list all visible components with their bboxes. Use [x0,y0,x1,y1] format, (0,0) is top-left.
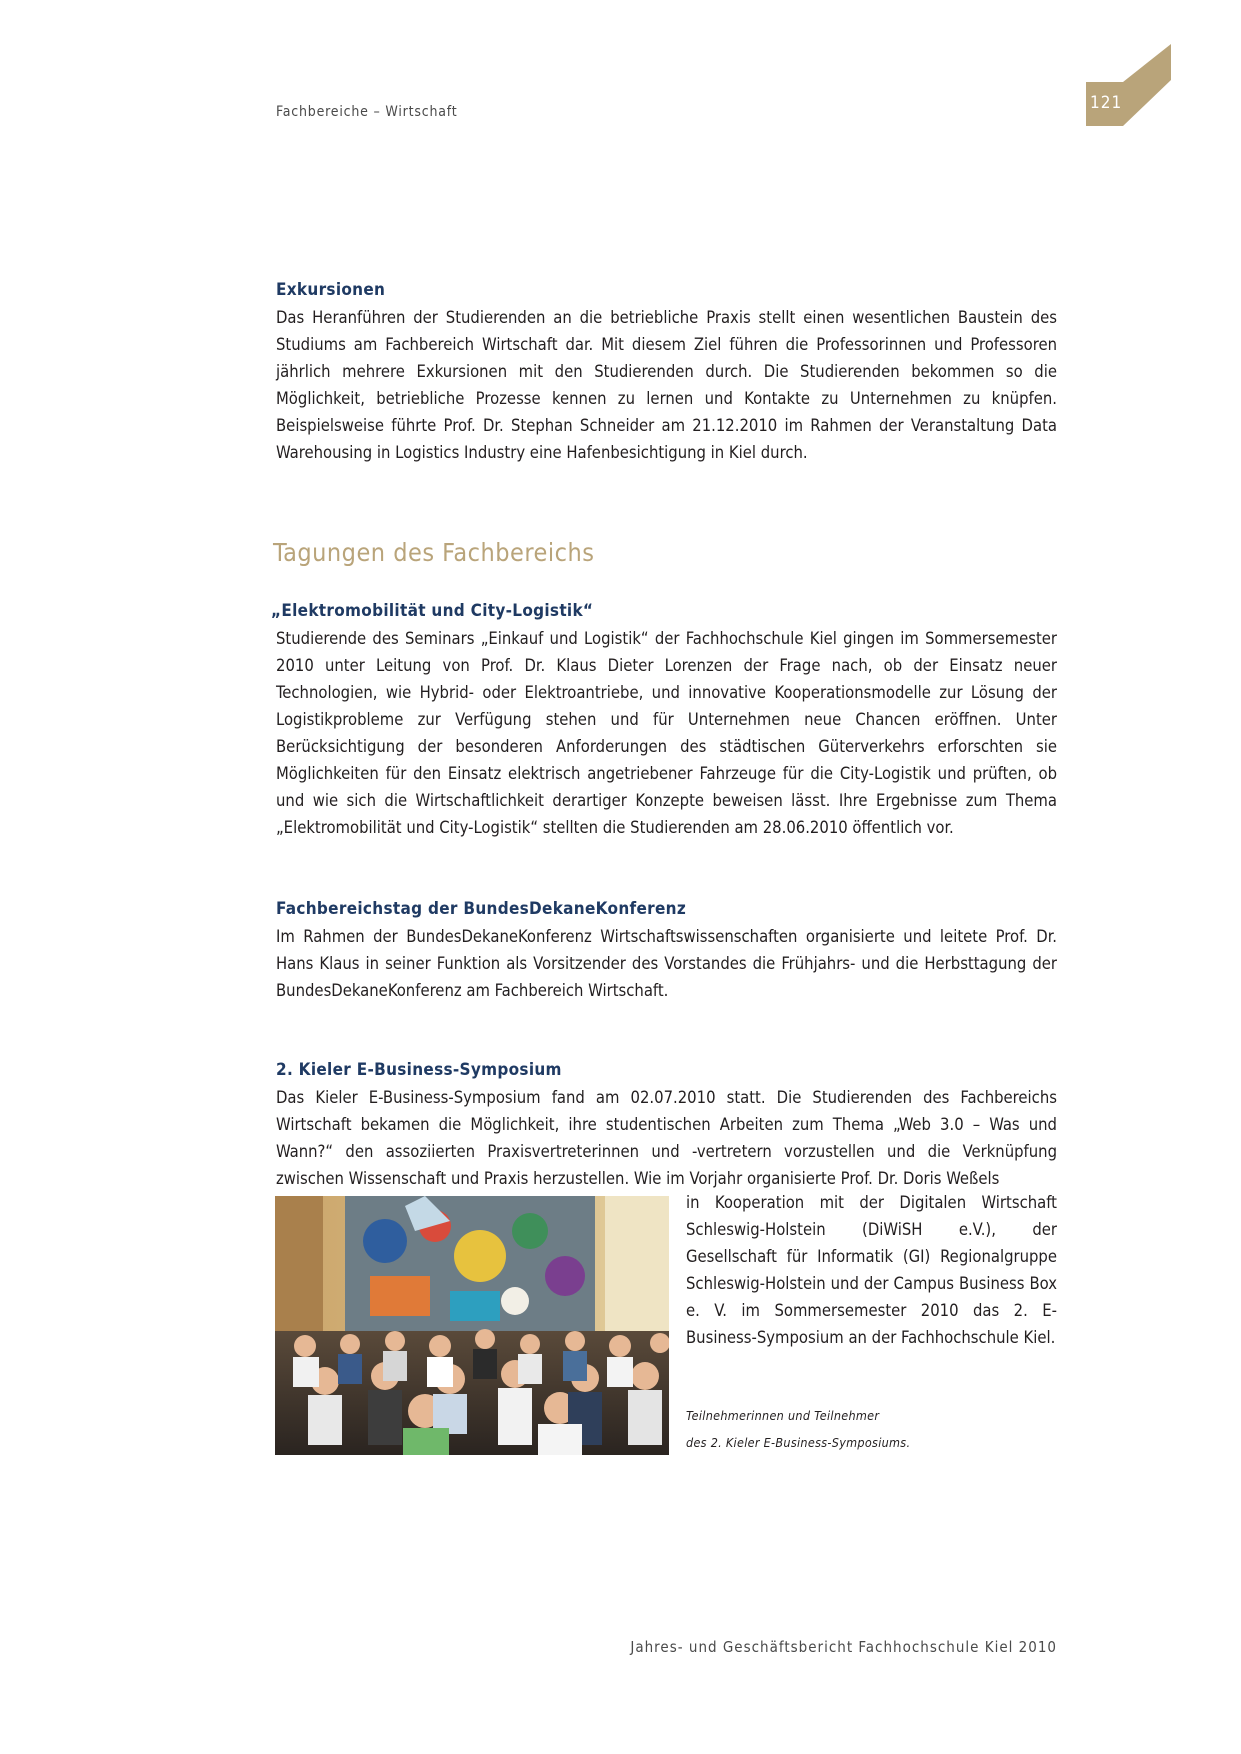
symposium-wrap-text [686,1189,1057,1351]
running-head: Fachbereiche – Wirtschaft [276,104,458,120]
section-body: Das Kieler E-Business-Symposium fand am 02.07.2010 statt. Die Studierenden des Fachbereichs Wirtschaft bekamen die Möglichkeit, ihre studentischen Arbeiten zum Thema „Web 3.0 – Was und Wann?“ den assoziierten Praxisvertreterinnen und -vertretern vorzustellen und die Verknüpfung zwischen Wissenschaft und Praxis herzustellen. Wie im Vorjahr organisierte Prof. Dr. Doris Weßels [276,1088,1057,1188]
section-exkursionen [276,277,1057,466]
photo-caption [686,1402,1057,1456]
page-corner-tab [1086,44,1171,126]
page-number: 121 [1090,93,1123,113]
caption-line: Teilnehmerinnen und Teilnehmer [686,1408,880,1423]
chapter-heading: Tagungen des Fachbereichs [273,538,595,567]
page-footer: Jahres- und Geschäftsbericht Fachhochschule Kiel 2010 [630,1638,1057,1656]
section-heading: Exkursionen [276,280,386,300]
section-body: Im Rahmen der BundesDekaneKonferenz Wirtschaftswissenschaften organisierte und leitete Prof. Dr. Hans Klaus in seiner Funktion als Vorsitzender des Vorstandes die Frühjahrs- und die Herbsttagung der BundesDekaneKonferenz am Fachbereich Wirtschaft. [276,927,1057,1000]
section-symposium [276,1057,1057,1192]
section-body: Studierende des Seminars „Einkauf und Logistik“ der Fachhochschule Kiel gingen im Sommersemester 2010 unter Leitung von Prof. Dr. Klaus Dieter Lorenzen der Frage nach, ob der Einsatz neuer Technologien, wie Hybrid- oder Elektroantriebe, und innovative Kooperationsmodelle zur Lösung der Logistikprobleme zur Verfügung stehen und für Unternehmen neue Chancen eröffnen. Unter Berücksichtigung der besonderen Anforderungen des städtischen Güterverkehrs erforschten sie Möglichkeiten für den Einsatz elektrisch angetriebener Fahrzeuge für die City-Logistik und prüften, ob und wie sich die Wirtschaftlichkeit derartiger Konzepte beweisen lässt. Ihre Ergebnisse zum Thema „Elektromobilität und City-Logistik“ stellten die Studierenden am 28.06.2010 öffentlich vor. [276,629,1057,837]
symposium-photo [275,1196,669,1455]
section-fachbereichstag [276,896,1057,1004]
caption-line: des 2. Kieler E-Business-Symposiums. [686,1435,911,1450]
section-heading: 2. Kieler E-Business-Symposium [276,1060,562,1080]
section-heading: „Elektromobilität und City-Logistik“ [271,601,594,621]
section-body-continued: in Kooperation mit der Digitalen Wirtschaft Schleswig-Holstein (DiWiSH e.V.), der Gesellschaft für Informatik (GI) Regionalgruppe Schleswig-Holstein und der Campus Business Box e. V. im Sommersemester 2010 das 2. E-Business-Symposium an der Fachhochschule Kiel. [686,1193,1057,1347]
section-elektromobilitaet [271,598,1057,841]
section-heading: Fachbereichstag der BundesDekaneKonferenz [276,899,687,919]
section-body: Das Heranführen der Studierenden an die betriebliche Praxis stellt einen wesentlichen Baustein des Studiums am Fachbereich Wirtschaft dar. Mit diesem Ziel führen die Professorinnen und Professoren jährlich mehrere Exkursionen mit den Studierenden durch. Die Studierenden bekommen so die Möglichkeit, betriebliche Prozesse kennen zu lernen und Kontakte zu Unternehmen zu knüpfen. Beispielsweise führte Prof. Dr. Stephan Schneider am 21.12.2010 im Rahmen der Veranstaltung Data Warehousing in Logistics Industry eine Hafenbesichtigung in Kiel durch. [276,308,1057,462]
